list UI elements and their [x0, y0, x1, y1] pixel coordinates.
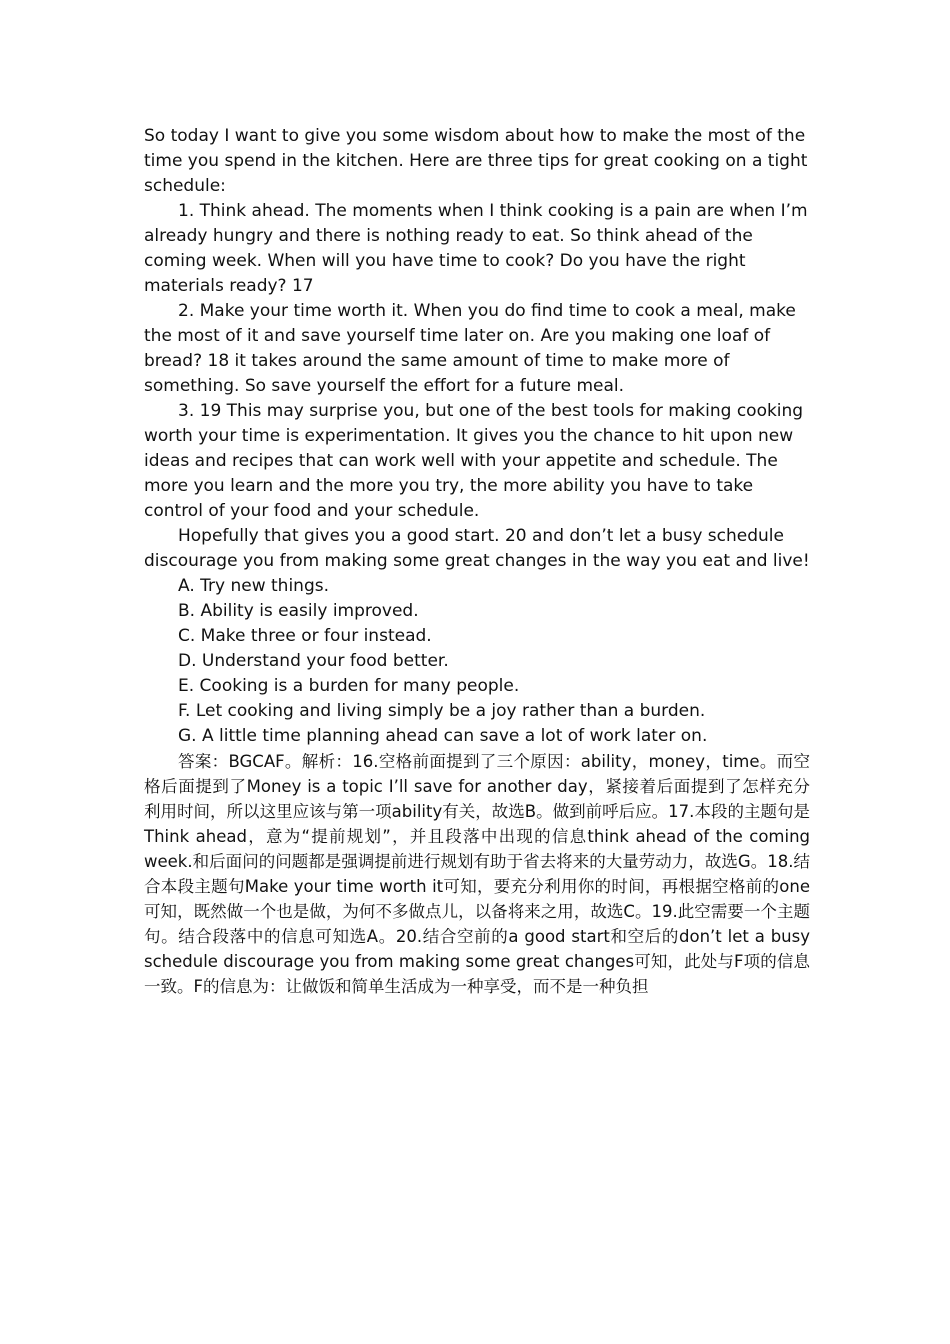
- option-c: C. Make three or four instead.: [178, 626, 432, 646]
- answer-explanation: 答案：BGCAF。解析：16.空格前面提到了三个原因：ability，money，time。而空格后面提到了Money is a topic I’ll save for another day，紧接着后面提到了怎样充分利用时间，所以这里应该与第一项ability有关，故选B。做到前呼后应。17.本段的主题句是Think ahead，意为“提前规划”，并且段落中出现的信息think ahead of the coming week.和后面问的问题都是强调提前进行规划有助于省去将来的大量劳动力，故选G。18.结合本段主题句Make your time worth it可知，要充分利用你的时间，再根据空格前的one可知，既然做一个也是做，为何不多做点儿，以备将来之用，故选C。19.此空需要一个主题句。结合段落中的信息可知选A。20.结合空前的a good start和空后的don’t let a busy schedule discourage you from making some great changes可知，此处与F项的信息一致。F的信息为：让做饭和简单生活成为一种享受，而不是一种负担: [144, 752, 810, 996]
- tip-1-paragraph: 1. Think ahead. The moments when I think cooking is a pain are when I’m already hungry and there is nothing ready to eat. So think ahead of the coming week. When will you have time to cook? Do you have the right materials ready? 17: [144, 201, 808, 296]
- intro-paragraph: So today I want to give you some wisdom about how to make the most of the time you spend in the kitchen. Here are three tips for great cooking on a tight schedule:: [144, 126, 808, 196]
- closing-paragraph: Hopefully that gives you a good start. 20 and don’t let a busy schedule discourage you from making some great changes in the way you eat and live!: [144, 526, 810, 571]
- tip-2-paragraph: 2. Make your time worth it. When you do find time to cook a meal, make the most of it and save yourself time later on. Are you making one loaf of bread? 18 it takes around the same amount of time to make more of something. So save yourself the effort for a future meal.: [144, 301, 796, 396]
- document-page: [144, 124, 810, 999]
- option-b: B. Ability is easily improved.: [178, 601, 419, 621]
- option-e: E. Cooking is a burden for many people.: [178, 676, 520, 696]
- option-f: F. Let cooking and living simply be a joy rather than a burden.: [178, 701, 706, 721]
- option-a: A. Try new things.: [178, 576, 330, 596]
- tip-3-paragraph: 3. 19 This may surprise you, but one of the best tools for making cooking worth your time is experimentation. It gives you the chance to hit upon new ideas and recipes that can work well with your appetite and schedule. The more you learn and the more you try, the more ability you have to take control of your food and your schedule.: [144, 401, 804, 521]
- option-d: D. Understand your food better.: [178, 651, 449, 671]
- option-g: G. A little time planning ahead can save a lot of work later on.: [178, 726, 708, 746]
